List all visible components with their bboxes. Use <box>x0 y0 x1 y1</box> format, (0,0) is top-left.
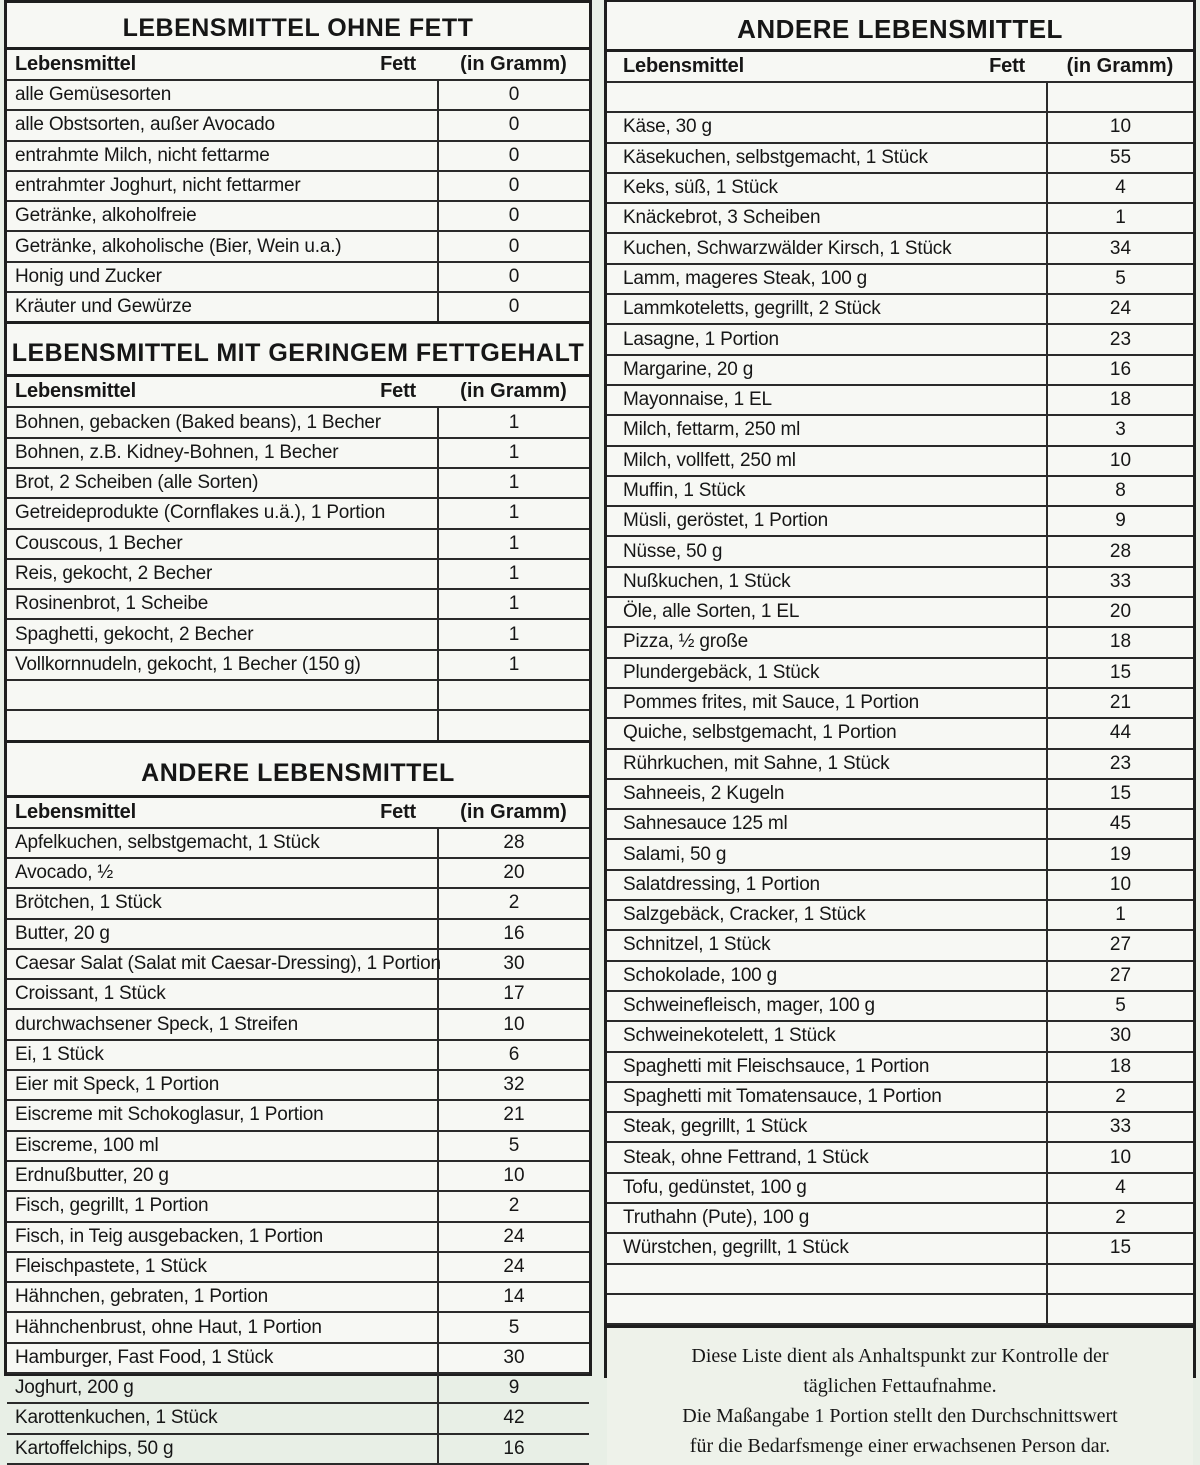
fat-value: 15 <box>1047 1233 1193 1263</box>
food-name <box>7 710 438 740</box>
fat-value: 5 <box>438 1312 589 1342</box>
fat-value: 21 <box>1047 688 1193 718</box>
table-row <box>7 919 589 949</box>
table-row <box>7 680 589 710</box>
table-row <box>7 1222 589 1252</box>
table-body-low-fat <box>7 407 589 740</box>
food-name: Avocado, ½ <box>7 858 438 888</box>
food-name: Tofu, gedünstet, 100 g <box>607 1173 1047 1203</box>
table-row <box>607 1173 1193 1203</box>
fat-value: 1 <box>438 498 589 528</box>
food-name: Käsekuchen, selbstgemacht, 1 Stück <box>607 143 1047 173</box>
table-row <box>7 262 589 292</box>
table-row <box>7 589 589 619</box>
food-name: durchwachsener Speck, 1 Streifen <box>7 1009 438 1039</box>
food-name: Sahnesauce 125 ml <box>607 809 1047 839</box>
food-name: Rosinenbrot, 1 Scheibe <box>7 589 438 619</box>
food-name: Hähnchenbrust, ohne Haut, 1 Portion <box>7 1312 438 1342</box>
food-name: Eier mit Speck, 1 Portion <box>7 1070 438 1100</box>
left-column <box>4 0 592 1459</box>
table-row <box>7 292 589 322</box>
fat-value: 0 <box>438 231 589 261</box>
table-row <box>7 619 589 649</box>
table-row <box>607 658 1193 688</box>
table-row <box>607 749 1193 779</box>
food-name: Caesar Salat (Salat mit Caesar-Dressing), 1 Portion <box>7 949 438 979</box>
table-row <box>607 233 1193 263</box>
table-row <box>607 324 1193 354</box>
food-name: Getränke, alkoholische (Bier, Wein u.a.) <box>7 231 438 261</box>
food-name: entrahmte Milch, nicht fettarme <box>7 141 438 171</box>
fat-value: 1 <box>438 650 589 680</box>
footer-line: Diese Liste dient als Anhaltspunkt zur Kontrolle der <box>691 1345 1109 1368</box>
table-header <box>607 52 1193 82</box>
table-row <box>7 1131 589 1161</box>
food-name: Margarine, 20 g <box>607 355 1047 385</box>
food-name: Bohnen, z.B. Kidney-Bohnen, 1 Becher <box>7 438 438 468</box>
table-row <box>607 900 1193 930</box>
fat-value: 24 <box>438 1252 589 1282</box>
table-row <box>607 173 1193 203</box>
food-name: Schnitzel, 1 Stück <box>607 930 1047 960</box>
food-name: Fleischpastete, 1 Stück <box>7 1252 438 1282</box>
table-row <box>607 1203 1193 1233</box>
footer-note <box>607 1325 1193 1465</box>
table-row <box>607 779 1193 809</box>
fat-value: 0 <box>438 110 589 140</box>
table-no-fat <box>7 50 589 323</box>
food-name: Nußkuchen, 1 Stück <box>607 567 1047 597</box>
section-title-no-fat: LEBENSMITTEL OHNE FETT <box>7 3 589 50</box>
fat-value: 10 <box>1047 446 1193 476</box>
food-name: Apfelkuchen, selbstgemacht, 1 Stück <box>7 828 438 858</box>
table-row <box>7 1373 589 1403</box>
fat-value: 15 <box>1047 658 1193 688</box>
table-row <box>7 1403 589 1433</box>
fat-value: 28 <box>438 828 589 858</box>
col-header-unit: (in Gramm) <box>438 798 589 828</box>
fat-value <box>438 680 589 710</box>
food-name: Salatdressing, 1 Portion <box>607 870 1047 900</box>
food-name: Brot, 2 Scheiben (alle Sorten) <box>7 468 438 498</box>
food-name: Schweinekotelett, 1 Stück <box>607 1021 1047 1051</box>
table-row <box>7 141 589 171</box>
fat-value: 1 <box>438 559 589 589</box>
fat-value: 30 <box>1047 1021 1193 1051</box>
food-name: Öle, alle Sorten, 1 EL <box>607 597 1047 627</box>
food-name: Bohnen, gebacken (Baked beans), 1 Becher <box>7 407 438 437</box>
right-column <box>604 0 1196 1458</box>
food-name: Pizza, ½ große <box>607 627 1047 657</box>
food-name <box>607 1264 1047 1294</box>
table-row <box>7 1312 589 1342</box>
fat-value: 1 <box>1047 203 1193 233</box>
fat-value: 0 <box>438 141 589 171</box>
table-row <box>7 1040 589 1070</box>
food-name: Joghurt, 200 g <box>7 1373 438 1403</box>
food-name: Erdnußbutter, 20 g <box>7 1161 438 1191</box>
fat-value: 0 <box>438 201 589 231</box>
food-name: Fisch, gegrillt, 1 Portion <box>7 1191 438 1221</box>
table-row <box>607 1021 1193 1051</box>
table-row <box>7 858 589 888</box>
table-row <box>607 567 1193 597</box>
food-name: Honig und Zucker <box>7 262 438 292</box>
fat-value: 30 <box>438 949 589 979</box>
fat-value <box>438 710 589 740</box>
table-row <box>607 143 1193 173</box>
food-name: Steak, gegrillt, 1 Stück <box>607 1112 1047 1142</box>
table-row <box>7 559 589 589</box>
fat-value: 33 <box>1047 567 1193 597</box>
fat-value: 4 <box>1047 1173 1193 1203</box>
fat-value: 4 <box>1047 173 1193 203</box>
food-name: Müsli, geröstet, 1 Portion <box>607 506 1047 536</box>
food-name: Spaghetti mit Tomatensauce, 1 Portion <box>607 1082 1047 1112</box>
table-other-left <box>7 798 589 1465</box>
fat-value: 21 <box>438 1100 589 1130</box>
food-name: alle Gemüsesorten <box>7 80 438 110</box>
food-name: Truthahn (Pute), 100 g <box>607 1203 1047 1233</box>
fat-value: 0 <box>438 171 589 201</box>
footer-line: Die Maßangabe 1 Portion stellt den Durchschnittswert <box>682 1405 1118 1428</box>
food-name: Getränke, alkoholfreie <box>7 201 438 231</box>
table-body-no-fat <box>7 80 589 322</box>
food-name: Lasagne, 1 Portion <box>607 324 1047 354</box>
table-other-right <box>607 52 1193 1325</box>
fat-value: 55 <box>1047 143 1193 173</box>
table-header <box>7 798 589 828</box>
section-title-other-right: ANDERE LEBENSMITTEL <box>607 2 1193 52</box>
table-row <box>607 112 1193 142</box>
food-name: Käse, 30 g <box>607 112 1047 142</box>
fat-value: 18 <box>1047 1052 1193 1082</box>
table-row <box>607 930 1193 960</box>
food-name: Butter, 20 g <box>7 919 438 949</box>
fat-value: 1 <box>438 407 589 437</box>
food-name: Kuchen, Schwarzwälder Kirsch, 1 Stück <box>607 233 1047 263</box>
table-row <box>607 809 1193 839</box>
food-name: Rührkuchen, mit Sahne, 1 Stück <box>607 749 1047 779</box>
fat-value: 45 <box>1047 809 1193 839</box>
food-name <box>607 82 1047 112</box>
food-name: Kräuter und Gewürze <box>7 292 438 322</box>
food-name: alle Obstsorten, außer Avocado <box>7 110 438 140</box>
fat-value: 17 <box>438 979 589 1009</box>
table-row <box>607 355 1193 385</box>
table-row <box>607 870 1193 900</box>
table-row <box>7 1100 589 1130</box>
food-name: Schokolade, 100 g <box>607 961 1047 991</box>
fat-value: 23 <box>1047 749 1193 779</box>
fat-value: 1 <box>438 619 589 649</box>
table-row <box>7 201 589 231</box>
food-name: Ei, 1 Stück <box>7 1040 438 1070</box>
fat-value: 10 <box>438 1009 589 1039</box>
table-row <box>7 979 589 1009</box>
footer-line: täglichen Fettaufnahme. <box>803 1375 997 1398</box>
table-row <box>7 80 589 110</box>
food-name: Reis, gekocht, 2 Becher <box>7 559 438 589</box>
fat-value: 2 <box>1047 1082 1193 1112</box>
food-name: entrahmter Joghurt, nicht fettarmer <box>7 171 438 201</box>
col-header-fett: Fett <box>380 53 416 75</box>
food-name: Sahneeis, 2 Kugeln <box>607 779 1047 809</box>
food-name: Eiscreme, 100 ml <box>7 1131 438 1161</box>
table-row <box>7 529 589 559</box>
fat-value: 1 <box>438 589 589 619</box>
table-row <box>7 438 589 468</box>
fat-value: 5 <box>438 1131 589 1161</box>
food-name: Spaghetti mit Fleischsauce, 1 Portion <box>607 1052 1047 1082</box>
fat-value: 24 <box>438 1222 589 1252</box>
fat-value: 33 <box>1047 1112 1193 1142</box>
fat-value: 1 <box>438 468 589 498</box>
table-row <box>607 839 1193 869</box>
table-row <box>7 1434 589 1464</box>
food-name: Muffin, 1 Stück <box>607 476 1047 506</box>
fat-value: 1 <box>438 529 589 559</box>
table-row <box>607 294 1193 324</box>
table-row <box>607 718 1193 748</box>
fat-value: 18 <box>1047 385 1193 415</box>
table-row <box>607 597 1193 627</box>
table-row <box>7 1191 589 1221</box>
fat-value: 2 <box>438 888 589 918</box>
table-row <box>607 1112 1193 1142</box>
fat-value: 15 <box>1047 779 1193 809</box>
food-name <box>607 1294 1047 1324</box>
food-name: Pommes frites, mit Sauce, 1 Portion <box>607 688 1047 718</box>
fat-value: 30 <box>438 1343 589 1373</box>
food-name: Nüsse, 50 g <box>607 536 1047 566</box>
col-header-fett: Fett <box>380 800 416 823</box>
fat-value <box>1047 1264 1193 1294</box>
table-row <box>607 1264 1193 1294</box>
table-row <box>607 82 1193 112</box>
col-header-unit: (in Gramm) <box>1047 52 1193 82</box>
fat-value: 28 <box>1047 536 1193 566</box>
table-row <box>7 1161 589 1191</box>
food-name: Eiscreme mit Schokoglasur, 1 Portion <box>7 1100 438 1130</box>
fat-value <box>1047 82 1193 112</box>
fat-value: 44 <box>1047 718 1193 748</box>
table-row <box>7 407 589 437</box>
fat-value: 27 <box>1047 961 1193 991</box>
food-name: Lammkoteletts, gegrillt, 2 Stück <box>607 294 1047 324</box>
fat-value: 6 <box>438 1040 589 1070</box>
col-header-unit: (in Gramm) <box>438 377 589 407</box>
fat-value: 42 <box>438 1403 589 1433</box>
food-name: Plundergebäck, 1 Stück <box>607 658 1047 688</box>
fat-value: 9 <box>1047 506 1193 536</box>
fat-value: 2 <box>1047 1203 1193 1233</box>
fat-value: 2 <box>438 1191 589 1221</box>
table-row <box>607 627 1193 657</box>
food-name: Milch, fettarm, 250 ml <box>607 415 1047 445</box>
food-name: Quiche, selbstgemacht, 1 Portion <box>607 718 1047 748</box>
table-row <box>607 536 1193 566</box>
food-name: Milch, vollfett, 250 ml <box>607 446 1047 476</box>
fat-value: 19 <box>1047 839 1193 869</box>
food-name: Mayonnaise, 1 EL <box>607 385 1047 415</box>
food-name <box>7 680 438 710</box>
table-row <box>607 961 1193 991</box>
fat-value: 5 <box>1047 264 1193 294</box>
food-name: Spaghetti, gekocht, 2 Becher <box>7 619 438 649</box>
food-name: Keks, süß, 1 Stück <box>607 173 1047 203</box>
col-header-fett: Fett <box>380 380 416 403</box>
fat-value: 10 <box>1047 112 1193 142</box>
fat-value: 16 <box>438 1434 589 1464</box>
food-name: Salzgebäck, Cracker, 1 Stück <box>607 900 1047 930</box>
fat-value: 16 <box>438 919 589 949</box>
fat-value: 23 <box>1047 324 1193 354</box>
fat-value: 0 <box>438 80 589 110</box>
table-row <box>607 203 1193 233</box>
food-name: Vollkornnudeln, gekocht, 1 Becher (150 g) <box>7 650 438 680</box>
table-row <box>607 1294 1193 1324</box>
table-row <box>7 888 589 918</box>
col-header-fett: Fett <box>989 55 1025 77</box>
fat-value: 1 <box>438 438 589 468</box>
fat-value: 24 <box>1047 294 1193 324</box>
table-row <box>7 1282 589 1312</box>
fat-value: 8 <box>1047 476 1193 506</box>
table-row <box>607 991 1193 1021</box>
fat-value: 1 <box>1047 900 1193 930</box>
table-row <box>7 1343 589 1373</box>
food-name: Hähnchen, gebraten, 1 Portion <box>7 1282 438 1312</box>
food-name: Brötchen, 1 Stück <box>7 888 438 918</box>
fat-value: 0 <box>438 262 589 292</box>
food-name: Schweinefleisch, mager, 100 g <box>607 991 1047 1021</box>
food-name: Lamm, mageres Steak, 100 g <box>607 264 1047 294</box>
fat-value: 3 <box>1047 415 1193 445</box>
col-header-name: Lebensmittel <box>623 55 744 77</box>
table-row <box>607 688 1193 718</box>
food-name: Salami, 50 g <box>607 839 1047 869</box>
fat-value: 16 <box>1047 355 1193 385</box>
fat-value <box>1047 1294 1193 1324</box>
fat-value: 32 <box>438 1070 589 1100</box>
col-header-name: Lebensmittel <box>15 380 136 403</box>
table-row <box>7 828 589 858</box>
fat-value: 14 <box>438 1282 589 1312</box>
food-name: Couscous, 1 Becher <box>7 529 438 559</box>
fat-value: 10 <box>1047 1142 1193 1172</box>
col-header-unit: (in Gramm) <box>438 50 589 80</box>
fat-value: 20 <box>1047 597 1193 627</box>
table-row <box>607 1142 1193 1172</box>
col-header-name: Lebensmittel <box>15 53 136 75</box>
table-row <box>607 264 1193 294</box>
fat-value: 18 <box>1047 627 1193 657</box>
food-name: Karottenkuchen, 1 Stück <box>7 1403 438 1433</box>
table-row <box>7 1252 589 1282</box>
fat-value: 5 <box>1047 991 1193 1021</box>
table-row <box>7 650 589 680</box>
table-row <box>607 1052 1193 1082</box>
food-name: Würstchen, gegrillt, 1 Stück <box>607 1233 1047 1263</box>
table-row <box>607 415 1193 445</box>
fat-value: 10 <box>1047 870 1193 900</box>
table-row <box>607 506 1193 536</box>
table-row <box>607 446 1193 476</box>
table-row <box>7 1009 589 1039</box>
table-body-other-left <box>7 828 589 1464</box>
table-row <box>7 110 589 140</box>
table-row <box>7 231 589 261</box>
col-header-name: Lebensmittel <box>15 800 136 823</box>
table-row <box>7 498 589 528</box>
fat-value: 10 <box>438 1161 589 1191</box>
fat-value: 20 <box>438 858 589 888</box>
table-row <box>7 710 589 740</box>
table-header <box>7 377 589 407</box>
food-name: Knäckebrot, 3 Scheiben <box>607 203 1047 233</box>
section-title-low-fat: LEBENSMITTEL MIT GERINGEM FETTGEHALT <box>7 321 589 377</box>
table-row <box>7 1070 589 1100</box>
food-name: Hamburger, Fast Food, 1 Stück <box>7 1343 438 1373</box>
footer-line: für die Bedarfsmenge einer erwachsenen Person dar. <box>689 1435 1111 1458</box>
food-name: Kartoffelchips, 50 g <box>7 1434 438 1464</box>
food-name: Fisch, in Teig ausgebacken, 1 Portion <box>7 1222 438 1252</box>
table-row <box>607 1082 1193 1112</box>
food-name: Getreideprodukte (Cornflakes u.ä.), 1 Portion <box>7 498 438 528</box>
food-name: Steak, ohne Fettrand, 1 Stück <box>607 1142 1047 1172</box>
table-row <box>7 171 589 201</box>
fat-value: 27 <box>1047 930 1193 960</box>
table-row <box>7 468 589 498</box>
table-row <box>607 1233 1193 1263</box>
table-row <box>607 476 1193 506</box>
fat-value: 34 <box>1047 233 1193 263</box>
section-title-other: ANDERE LEBENSMITTEL <box>7 740 589 798</box>
fat-value: 0 <box>438 292 589 322</box>
fat-value: 9 <box>438 1373 589 1403</box>
table-row <box>7 949 589 979</box>
table-body-other-right <box>607 82 1193 1324</box>
table-header <box>7 50 589 80</box>
table-low-fat <box>7 377 589 741</box>
table-row <box>607 385 1193 415</box>
food-name: Croissant, 1 Stück <box>7 979 438 1009</box>
